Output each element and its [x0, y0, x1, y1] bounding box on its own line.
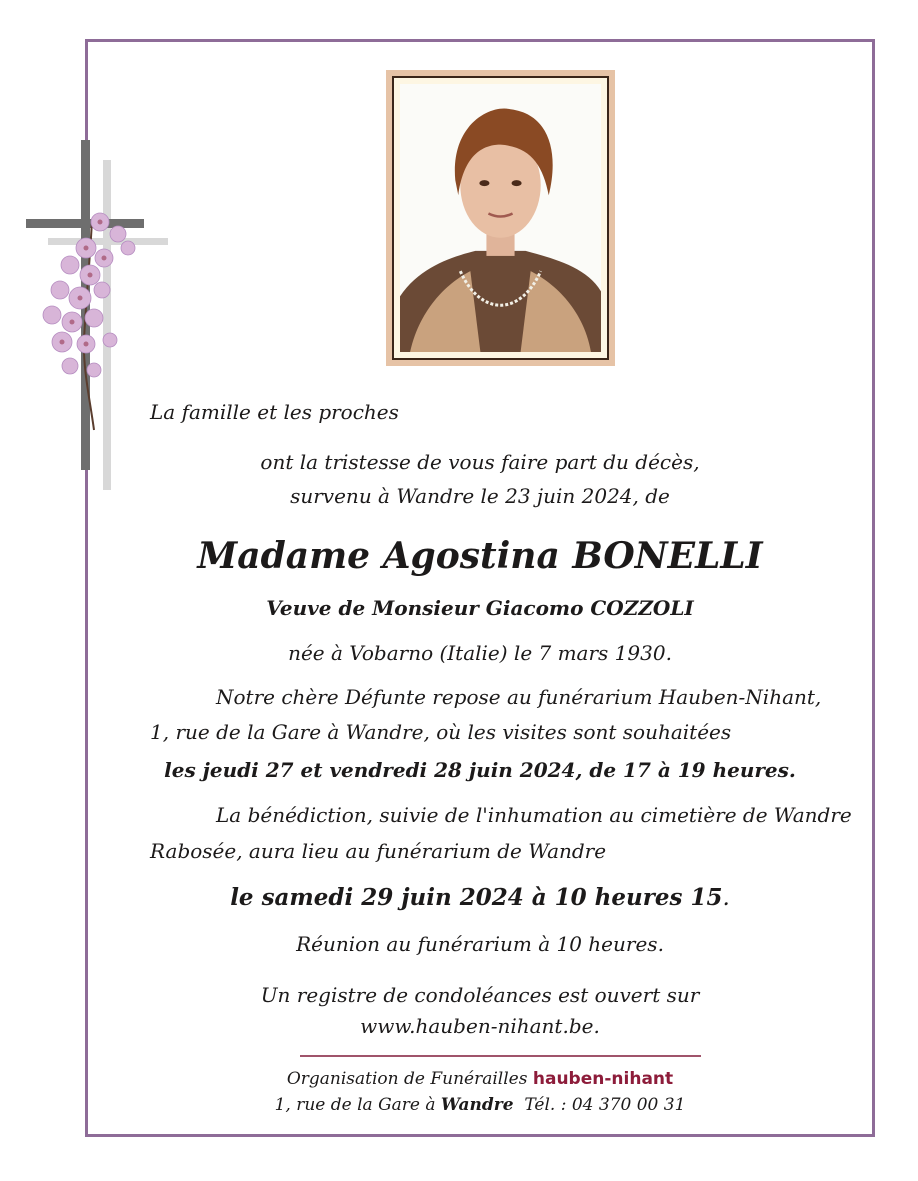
death-date-line: survenu à Wandre le 23 juin 2024, de [290, 484, 670, 508]
ceremony-date: le samedi 29 juin 2024 à 10 heures 15 [230, 884, 723, 911]
address-prefix: 1, rue de la Gare à [274, 1095, 436, 1115]
organizer-label: Organisation de Funérailles [286, 1069, 528, 1089]
website-link[interactable]: www.hauben-nihant.be. [360, 1014, 600, 1038]
meeting-line: Réunion au funérarium à 10 heures. [296, 932, 664, 956]
spouse-line: Veuve de Monsieur Giacomo COZZOLI [266, 596, 694, 620]
visitation-line-1: Notre chère Défunte repose au funérarium Hauben-Nihant, [216, 685, 822, 709]
organizer-address [85, 1094, 875, 1116]
organizer-line [85, 1068, 875, 1090]
ceremony-period: . [722, 885, 730, 911]
blessing-line-1: La bénédiction, suivie de l'inhumation au cimetière de Wandre [216, 803, 852, 827]
ceremony-datetime [85, 884, 875, 912]
address-town: Wandre [440, 1095, 514, 1115]
blessing-line-2: Rabosée, aura lieu au funérarium de Wandre [150, 839, 607, 863]
birth-line: née à Vobarno (Italie) le 7 mars 1930. [288, 641, 672, 665]
brand-logo: hauben-nihant [532, 1069, 674, 1089]
portrait-photo [400, 84, 601, 352]
phone-number: Tél. : 04 370 00 31 [524, 1095, 686, 1115]
visitation-hours: les jeudi 27 et vendredi 28 juin 2024, de 17 à 19 heures. [164, 758, 796, 782]
deceased-name: Madame Agostina BONELLI [197, 535, 763, 577]
cross-with-orchids-icon [20, 130, 180, 500]
register-line: Un registre de condoléances est ouvert sur [260, 983, 700, 1007]
visitation-line-2: 1, rue de la Gare à Wandre, où les visites sont souhaitées [150, 720, 732, 744]
portrait-frame [386, 70, 615, 366]
footer-separator [300, 1055, 701, 1057]
intro-line: La famille et les proches [150, 400, 399, 424]
announcement-line: ont la tristesse de vous faire part du décès, [260, 450, 700, 474]
